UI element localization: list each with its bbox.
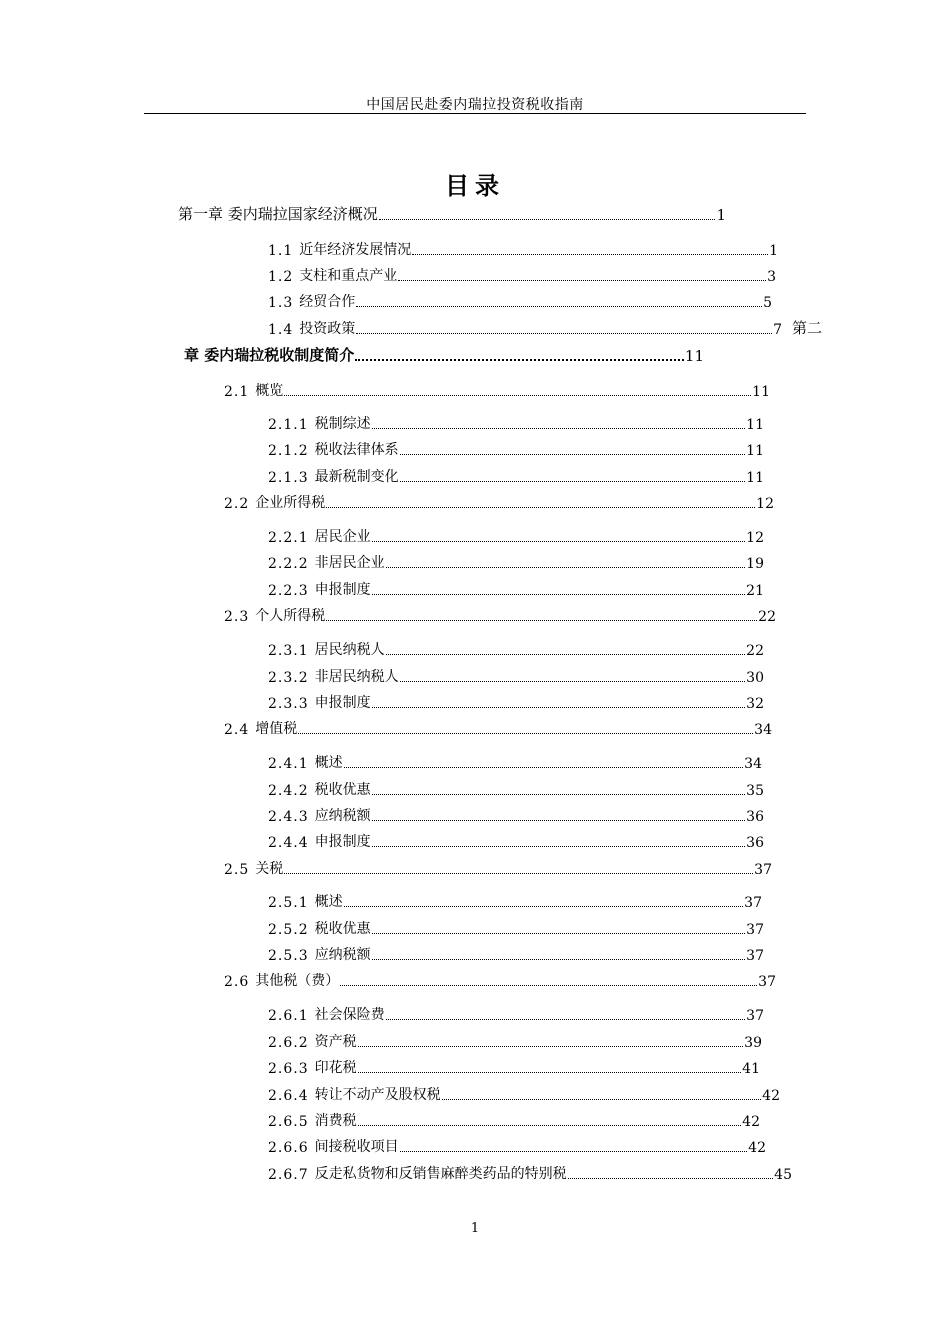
toc-entry-page: 42 — [742, 1114, 760, 1130]
toc-entry-number: 2.4.3 — [268, 809, 309, 825]
toc-entry-page: 1 — [769, 243, 778, 259]
toc-entry-1-2[interactable] — [268, 263, 776, 285]
toc-entry-page: 37 — [744, 895, 762, 911]
toc-entry-2-1-3[interactable] — [268, 464, 764, 486]
toc-entry-page: 22 — [758, 609, 776, 625]
toc-entry-number: 2.4.2 — [268, 783, 309, 799]
toc-entry-chapter-1[interactable] — [178, 202, 726, 224]
toc-leader-dots — [386, 654, 746, 655]
toc-leader-dots — [298, 733, 753, 734]
toc-leader-dots — [372, 846, 746, 847]
toc-entry-number: 2.2.3 — [268, 583, 309, 599]
toc-entry-label: 概览 — [255, 383, 284, 399]
toc-entry-label: 概述 — [314, 755, 343, 771]
toc-entry-label: 应纳税额 — [314, 808, 371, 824]
toc-leader-dots — [372, 933, 746, 934]
toc-entry-label: 关税 — [255, 861, 284, 877]
toc-leader-dots — [400, 481, 746, 482]
header-rule — [144, 113, 806, 114]
toc-entry-label: 其他税（费） — [255, 973, 340, 989]
toc-leader-dots — [372, 794, 746, 795]
toc-entry-label: 支柱和重点产业 — [299, 268, 398, 284]
toc-entry-2-4-3[interactable] — [268, 803, 764, 825]
toc-entry-number: 2.6.4 — [268, 1088, 309, 1104]
toc-entry-2-6[interactable] — [224, 968, 776, 990]
toc-entry-2-2[interactable] — [224, 490, 774, 512]
toc-entry-number: 1.2 — [268, 269, 294, 285]
toc-leader-dots — [356, 333, 772, 334]
toc-entry-label: 非居民纳税人 — [314, 669, 399, 685]
toc-entry-2-6-6[interactable] — [268, 1134, 766, 1156]
toc-entry-number: 2.6.1 — [268, 1008, 309, 1024]
toc-entry-label: 第一章 委内瑞拉国家经济概况 — [178, 205, 378, 223]
toc-entry-2-3-3[interactable] — [268, 690, 764, 712]
toc-leader-dots — [358, 1072, 742, 1073]
toc-entry-label: 资产税 — [314, 1034, 357, 1050]
toc-entry-label: 企业所得税 — [255, 495, 326, 511]
toc-entry-2-1-1[interactable] — [268, 411, 764, 433]
toc-entry-2-5[interactable] — [224, 856, 772, 878]
toc-entry-2-6-1[interactable] — [268, 1002, 764, 1024]
toc-entry-2-5-1[interactable] — [268, 889, 762, 911]
toc-entry-number: 2.4.1 — [268, 756, 309, 772]
chapter-2-label-start: 第二 — [791, 319, 822, 337]
toc-entry-2-4-2[interactable] — [268, 777, 764, 799]
toc-entry-page: 11 — [752, 384, 770, 400]
toc-entry-number: 2.5.3 — [268, 948, 309, 964]
toc-entry-page: 35 — [746, 783, 764, 799]
toc-entry-number: 2.1.1 — [268, 417, 309, 433]
toc-entry-page: 36 — [746, 835, 764, 851]
toc-entry-page: 22 — [746, 643, 764, 659]
toc-entry-chapter-2[interactable] — [184, 343, 704, 365]
toc-leader-dots — [372, 428, 746, 429]
toc-entry-2-6-7[interactable] — [268, 1161, 792, 1183]
toc-entry-label: 间接税收项目 — [314, 1139, 399, 1155]
toc-entry-page: 39 — [744, 1035, 762, 1051]
toc-entry-page: 41 — [742, 1061, 760, 1077]
toc-entry-2-6-5[interactable] — [268, 1108, 760, 1130]
toc-entry-page: 12 — [756, 496, 774, 512]
toc-entry-label: 税收优惠 — [314, 921, 371, 937]
toc-entry-2-4-1[interactable] — [268, 750, 762, 772]
toc-leader-dots — [386, 567, 746, 568]
page-number: 1 — [470, 1221, 480, 1236]
toc-leader-dots — [284, 395, 751, 396]
toc-entry-page: 12 — [746, 530, 764, 546]
toc-entry-number: 2.2 — [224, 496, 250, 512]
toc-entry-number: 2.6.3 — [268, 1061, 309, 1077]
toc-entry-page: 42 — [748, 1140, 766, 1156]
toc-entry-page: 34 — [754, 722, 772, 738]
toc-leader-dots — [326, 507, 755, 508]
toc-leader-dots — [379, 219, 716, 220]
toc-entry-label: 居民纳税人 — [314, 642, 385, 658]
toc-leader-dots — [386, 1019, 746, 1020]
toc-entry-2-1-2[interactable] — [268, 437, 764, 459]
toc-entry-label: 税收法律体系 — [314, 442, 399, 458]
toc-leader-dots — [372, 594, 746, 595]
toc-entry-number: 2.2.2 — [268, 556, 309, 572]
toc-entry-label: 社会保险费 — [314, 1007, 385, 1023]
toc-entry-number: 2.1 — [224, 384, 250, 400]
toc-entry-label: 非居民企业 — [314, 555, 385, 571]
toc-leader-dots — [344, 767, 744, 768]
toc-leader-dots — [400, 681, 746, 682]
toc-entry-page: 19 — [746, 556, 764, 572]
toc-entry-2-3[interactable] — [224, 603, 776, 625]
toc-leader-dots — [400, 1151, 748, 1152]
toc-entry-label: 增值税 — [255, 721, 298, 737]
toc-entry-label: 应纳税额 — [314, 947, 371, 963]
toc-entry-number: 2.6.7 — [268, 1167, 309, 1183]
toc-leader-dots — [372, 707, 746, 708]
toc-leader-dots — [442, 1099, 762, 1100]
toc-entry-number: 2.5.2 — [268, 922, 309, 938]
toc-entry-number: 2.4.4 — [268, 835, 309, 851]
toc-title: 目录 — [445, 172, 505, 200]
toc-entry-number: 2.1.3 — [268, 470, 309, 486]
toc-entry-page: 7 — [773, 322, 782, 338]
toc-entry-page: 37 — [758, 974, 776, 990]
toc-entry-label: 经贸合作 — [299, 294, 356, 310]
toc-entry-2-5-2[interactable] — [268, 916, 764, 938]
toc-entry-label: 投资政策 — [299, 321, 356, 337]
toc-entry-page: 45 — [774, 1167, 792, 1183]
toc-entry-page: 30 — [746, 670, 764, 686]
toc-leader-dots — [358, 1125, 742, 1126]
toc-entry-1-1[interactable] — [268, 237, 778, 259]
toc-leader-dots — [372, 820, 746, 821]
toc-entry-page: 37 — [746, 948, 764, 964]
toc-entry-number: 1.4 — [268, 322, 294, 338]
toc-leader-dots — [568, 1178, 774, 1179]
toc-leader-dots — [355, 359, 684, 361]
toc-entry-page: 32 — [746, 696, 764, 712]
header-title: 中国居民赴委内瑞拉投资税收指南 — [366, 97, 584, 113]
toc-entry-2-6-2[interactable] — [268, 1029, 762, 1051]
toc-entry-number: 2.2.1 — [268, 530, 309, 546]
toc-entry-label: 最新税制变化 — [314, 469, 399, 485]
toc-entry-2-2-1[interactable] — [268, 524, 764, 546]
toc-entry-1-4[interactable] — [268, 316, 822, 338]
toc-entry-label: 申报制度 — [314, 834, 371, 850]
toc-entry-number: 2.5.1 — [268, 895, 309, 911]
toc-entry-page: 37 — [746, 922, 764, 938]
toc-entry-number: 2.3.2 — [268, 670, 309, 686]
toc-entry-number: 2.6.2 — [268, 1035, 309, 1051]
toc-entry-label: 反走私货物和反销售麻醉类药品的特别税 — [314, 1166, 567, 1182]
toc-leader-dots — [372, 541, 746, 542]
toc-entry-page: 36 — [746, 809, 764, 825]
toc-entry-number: 2.3 — [224, 609, 250, 625]
toc-leader-dots — [372, 959, 746, 960]
toc-entry-2-5-3[interactable] — [268, 942, 764, 964]
toc-entry-page: 11 — [746, 443, 764, 459]
toc-entry-number: 2.6.6 — [268, 1140, 309, 1156]
toc-entry-number: 2.5 — [224, 862, 250, 878]
toc-entry-page: 11 — [746, 417, 764, 433]
toc-entry-number: 1.3 — [268, 295, 294, 311]
toc-entry-2-3-1[interactable] — [268, 637, 764, 659]
toc-entry-number: 2.4 — [224, 722, 250, 738]
toc-leader-dots — [340, 985, 757, 986]
toc-entry-number: 2.6 — [224, 974, 250, 990]
toc-entry-2-4[interactable] — [224, 716, 772, 738]
toc-entry-page: 5 — [763, 295, 772, 311]
toc-entry-page: 42 — [762, 1088, 780, 1104]
toc-entry-label: 近年经济发展情况 — [299, 242, 412, 258]
toc-entry-label: 申报制度 — [314, 582, 371, 598]
toc-entry-label: 居民企业 — [314, 529, 371, 545]
toc-leader-dots — [400, 454, 746, 455]
toc-entry-page: 34 — [744, 756, 762, 772]
toc-entry-label: 转让不动产及股权税 — [314, 1087, 441, 1103]
toc-leader-dots — [326, 620, 757, 621]
toc-entry-2-2-2[interactable] — [268, 550, 764, 572]
toc-entry-label: 税收优惠 — [314, 782, 371, 798]
toc-entry-1-3[interactable] — [268, 289, 772, 311]
toc-leader-dots — [358, 1046, 744, 1047]
toc-entry-label: 税制综述 — [314, 416, 371, 432]
toc-entry-number: 2.6.5 — [268, 1114, 309, 1130]
toc-entry-label: 印花税 — [314, 1060, 357, 1076]
toc-leader-dots — [284, 873, 753, 874]
toc-entry-label: 章 委内瑞拉税收制度简介 — [184, 346, 355, 364]
toc-entry-number: 2.3.1 — [268, 643, 309, 659]
toc-entry-page: 3 — [767, 269, 776, 285]
toc-entry-page: 1 — [716, 206, 726, 224]
toc-entry-page: 11 — [684, 347, 704, 365]
toc-entry-2-3-2[interactable] — [268, 664, 764, 686]
toc-entry-2-4-4[interactable] — [268, 829, 764, 851]
toc-leader-dots — [412, 254, 768, 255]
toc-entry-number: 1.1 — [268, 243, 294, 259]
toc-entry-2-6-4[interactable] — [268, 1082, 780, 1104]
toc-entry-label: 概述 — [314, 894, 343, 910]
toc-entry-label: 消费税 — [314, 1113, 357, 1129]
toc-entry-2-2-3[interactable] — [268, 577, 764, 599]
toc-leader-dots — [398, 280, 766, 281]
toc-leader-dots — [344, 906, 744, 907]
toc-entry-label: 个人所得税 — [255, 608, 326, 624]
toc-entry-label: 申报制度 — [314, 695, 371, 711]
toc-entry-page: 37 — [746, 1008, 764, 1024]
toc-entry-page: 37 — [754, 862, 772, 878]
toc-entry-2-1[interactable] — [224, 378, 770, 400]
toc-entry-2-6-3[interactable] — [268, 1055, 760, 1077]
toc-entry-number: 2.3.3 — [268, 696, 309, 712]
toc-entry-page: 11 — [746, 470, 764, 486]
toc-entry-page: 21 — [746, 583, 764, 599]
toc-entry-number: 2.1.2 — [268, 443, 309, 459]
toc-leader-dots — [356, 306, 762, 307]
